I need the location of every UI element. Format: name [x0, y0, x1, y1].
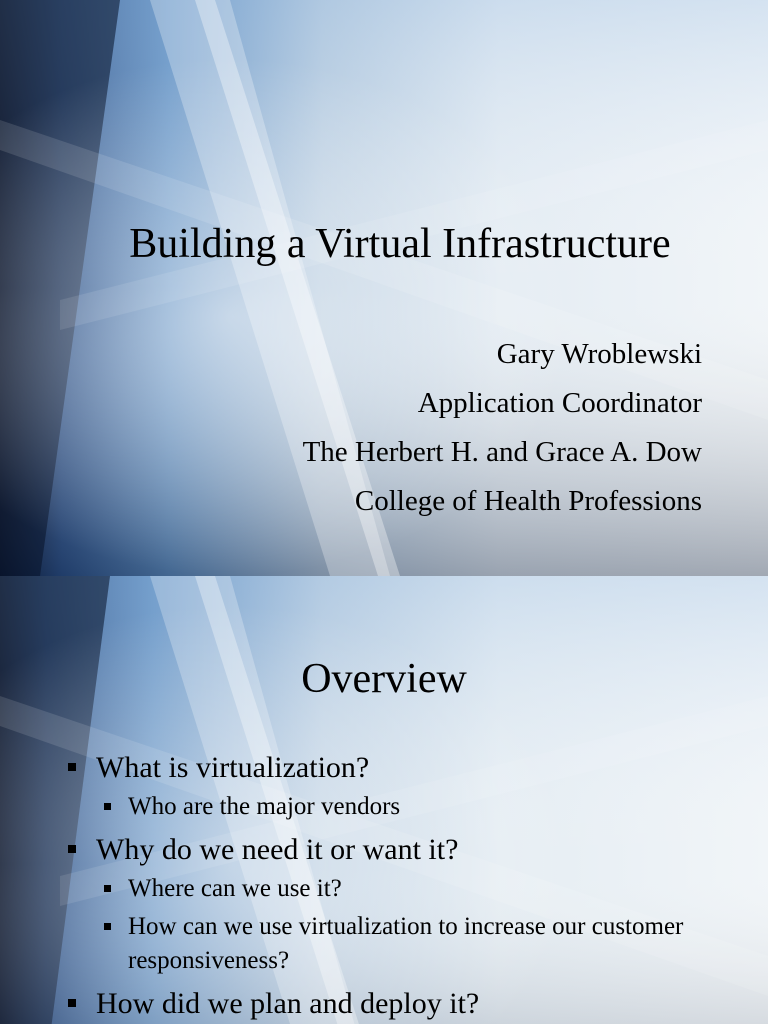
- bullet-text: How did we plan and deploy it?: [96, 987, 480, 1020]
- bullet-item: [66, 746, 716, 790]
- bullet-text: Where can we use it?: [128, 875, 342, 902]
- bullet-text: Who are the major vendors: [128, 793, 401, 820]
- institution-line-1: The Herbert H. and Grace A. Dow: [302, 436, 702, 468]
- overview-heading: Overview: [301, 656, 467, 702]
- square-bullet-icon: [104, 803, 111, 810]
- square-bullet-icon: [68, 763, 76, 771]
- sub-bullet-item: [66, 910, 716, 978]
- bullet-text: Why do we need it or want it?: [96, 833, 459, 866]
- slide-overview: [0, 576, 768, 1024]
- square-bullet-icon: [104, 885, 111, 892]
- square-bullet-icon: [68, 999, 76, 1007]
- slide-subtitle: [303, 330, 702, 526]
- bullet-item: [66, 828, 716, 872]
- bullet-item: [66, 982, 716, 1024]
- bullet-text: What is virtualization?: [96, 751, 370, 784]
- sub-bullet-item: [66, 790, 716, 824]
- square-bullet-icon: [68, 845, 76, 853]
- bullet-list: [66, 746, 716, 1024]
- bullet-text: How can we use virtualization to increase our customer responsiveness?: [128, 913, 684, 974]
- institution-line-2: College of Health Professions: [354, 485, 702, 517]
- sub-bullet-item: [66, 872, 716, 906]
- author-name: Gary Wroblewski: [496, 338, 702, 370]
- author-role: Application Coordinator: [417, 387, 702, 419]
- square-bullet-icon: [104, 923, 111, 930]
- slide-title-heading: Building a Virtual Infrastructure: [129, 221, 671, 267]
